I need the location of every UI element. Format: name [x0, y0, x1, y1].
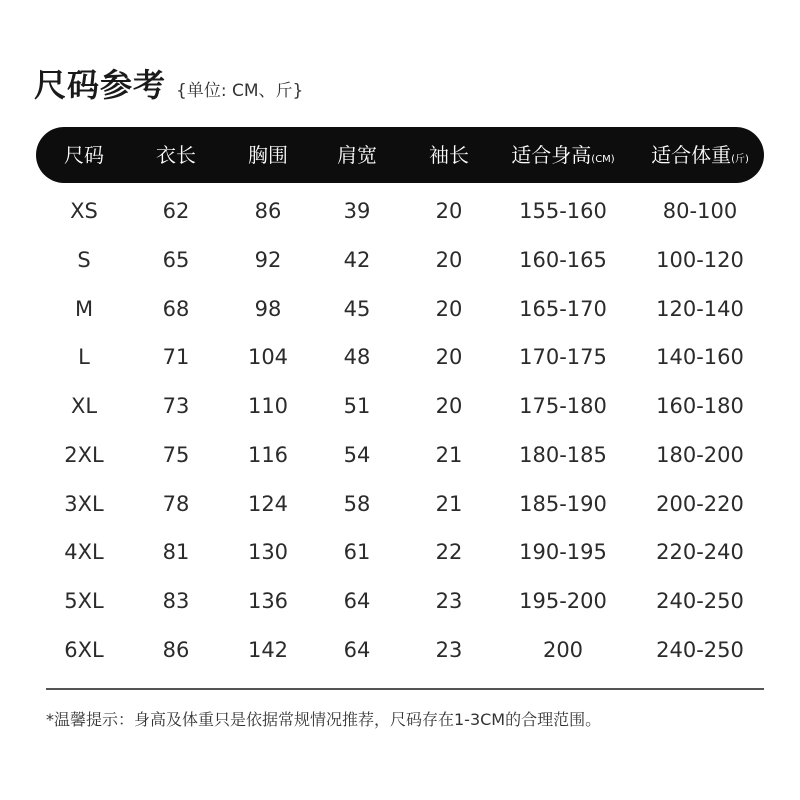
- table-cell-size: S: [77, 248, 91, 272]
- table-cell-sleeve: 20: [435, 345, 463, 369]
- table-cell-shoulder: 51: [343, 394, 371, 418]
- table-cell-shoulder: 48: [343, 345, 371, 369]
- table-cell-shoulder: 64: [343, 589, 371, 613]
- table-cell-sleeve: 22: [435, 540, 463, 564]
- table-cell-height: 200: [542, 638, 584, 662]
- column-header-unit: (CM): [591, 154, 615, 165]
- table-cell-sleeve: 21: [435, 492, 463, 516]
- table-row: [0, 528, 800, 577]
- table-cell-height: 195-200: [519, 589, 607, 613]
- table-cell-shoulder: 64: [343, 638, 371, 662]
- table-cell-chest: 92: [254, 248, 282, 272]
- table-cell-chest: 124: [247, 492, 289, 516]
- table-cell-length: 75: [162, 443, 190, 467]
- column-header-weight: [651, 127, 749, 183]
- table-row: [0, 236, 800, 285]
- table-cell-size: 4XL: [64, 540, 104, 564]
- table-cell-size: XS: [70, 199, 98, 223]
- table-cell-weight: 240-250: [656, 589, 744, 613]
- column-header-shoulder: [337, 127, 377, 183]
- table-cell-chest: 98: [254, 297, 282, 321]
- column-header-sleeve: [429, 127, 469, 183]
- page-title: 尺码参考: [34, 66, 167, 104]
- table-cell-weight: 240-250: [656, 638, 744, 662]
- table-row: [0, 187, 800, 236]
- table-row: [0, 626, 800, 675]
- table-cell-length: 86: [162, 638, 190, 662]
- table-cell-weight: 180-200: [656, 443, 744, 467]
- table-cell-length: 81: [162, 540, 190, 564]
- footnote: *温馨提示：身高及体重只是依据常规情况推荐，尺码存在1-3CM的合理范围。: [46, 710, 602, 729]
- table-cell-shoulder: 61: [343, 540, 371, 564]
- table-cell-length: 78: [162, 492, 190, 516]
- table-cell-size: M: [74, 297, 94, 321]
- column-header-label: 适合体重: [651, 143, 732, 167]
- table-cell-sleeve: 20: [435, 199, 463, 223]
- table-cell-size: L: [78, 345, 90, 369]
- table-cell-size: 3XL: [64, 492, 104, 516]
- table-cell-height: 160-165: [519, 248, 607, 272]
- table-cell-size: 5XL: [64, 589, 104, 613]
- table-cell-sleeve: 21: [435, 443, 463, 467]
- table-cell-weight: 140-160: [656, 345, 744, 369]
- divider: [46, 688, 764, 690]
- table-cell-sleeve: 20: [435, 248, 463, 272]
- table-cell-chest: 86: [254, 199, 282, 223]
- column-header-label: 袖长: [429, 143, 469, 167]
- column-header-label: 肩宽: [337, 143, 377, 167]
- column-header-label: 胸围: [248, 143, 288, 167]
- table-cell-sleeve: 23: [435, 638, 463, 662]
- table-cell-chest: 104: [247, 345, 289, 369]
- table-cell-weight: 160-180: [656, 394, 744, 418]
- table-cell-length: 73: [162, 394, 190, 418]
- table-row: [0, 480, 800, 529]
- table-cell-height: 170-175: [519, 345, 607, 369]
- table-cell-sleeve: 23: [435, 589, 463, 613]
- table-cell-length: 62: [162, 199, 190, 223]
- table-cell-length: 68: [162, 297, 190, 321]
- column-header-chest: [248, 127, 288, 183]
- table-cell-height: 185-190: [519, 492, 607, 516]
- table-cell-weight: 220-240: [656, 540, 744, 564]
- table-cell-height: 190-195: [519, 540, 607, 564]
- table-cell-shoulder: 54: [343, 443, 371, 467]
- table-row: [0, 333, 800, 382]
- table-cell-weight: 120-140: [656, 297, 744, 321]
- column-header-label: 尺码: [64, 143, 104, 167]
- table-cell-chest: 110: [247, 394, 289, 418]
- column-header-unit: (斤): [731, 154, 749, 165]
- table-row: [0, 431, 800, 480]
- table-cell-sleeve: 20: [435, 297, 463, 321]
- table-cell-length: 65: [162, 248, 190, 272]
- column-header-label: 适合身高: [511, 143, 592, 167]
- column-header-length: [156, 127, 196, 183]
- table-cell-height: 155-160: [519, 199, 607, 223]
- table-cell-length: 83: [162, 589, 190, 613]
- table-row: [0, 382, 800, 431]
- table-cell-sleeve: 20: [435, 394, 463, 418]
- column-header-label: 衣长: [156, 143, 196, 167]
- table-cell-shoulder: 39: [343, 199, 371, 223]
- table-cell-chest: 142: [247, 638, 289, 662]
- table-cell-weight: 200-220: [656, 492, 744, 516]
- column-header-size: [64, 127, 104, 183]
- table-cell-shoulder: 42: [343, 248, 371, 272]
- table-cell-weight: 80-100: [662, 199, 738, 223]
- table-cell-chest: 116: [247, 443, 289, 467]
- table-cell-chest: 130: [247, 540, 289, 564]
- unit-note: {单位: CM、斤}: [176, 81, 304, 101]
- table-cell-size: 2XL: [64, 443, 104, 467]
- table-cell-weight: 100-120: [656, 248, 744, 272]
- table-cell-size: XL: [70, 394, 98, 418]
- table-header: [36, 127, 764, 183]
- table-cell-chest: 136: [247, 589, 289, 613]
- table-cell-height: 165-170: [519, 297, 607, 321]
- table-cell-shoulder: 45: [343, 297, 371, 321]
- table-row: [0, 577, 800, 626]
- table-cell-length: 71: [162, 345, 190, 369]
- table-cell-height: 175-180: [519, 394, 607, 418]
- table-cell-height: 180-185: [519, 443, 607, 467]
- column-header-height: [511, 127, 614, 183]
- title-row: [34, 60, 303, 106]
- table-cell-shoulder: 58: [343, 492, 371, 516]
- table-cell-size: 6XL: [64, 638, 104, 662]
- table-row: [0, 285, 800, 334]
